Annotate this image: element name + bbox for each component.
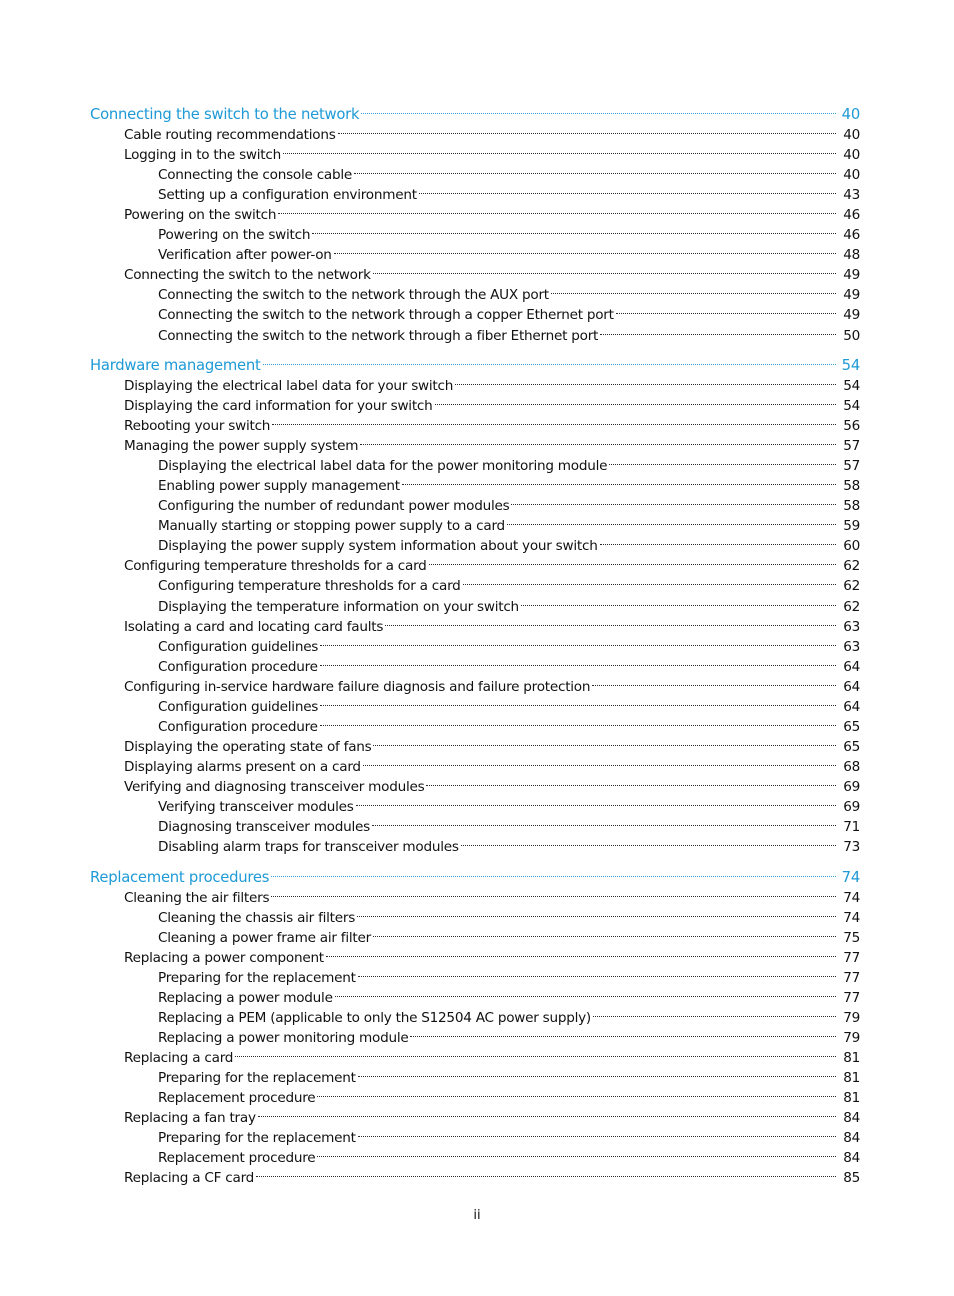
toc-section-entry[interactable] — [0, 1102, 954, 1127]
toc-chapter-entry[interactable] — [0, 862, 954, 886]
toc-entry-page: 74 — [841, 868, 860, 886]
toc-entry-page: 63 — [843, 618, 860, 635]
dot-leader — [271, 882, 836, 902]
toc-section-entry[interactable] — [0, 831, 954, 856]
toc-entry-page: 59 — [843, 518, 860, 535]
toc-entry-page: 49 — [843, 287, 860, 304]
dot-leader — [335, 982, 836, 1002]
toc-chapter-entry[interactable] — [0, 99, 954, 123]
toc-entry-title: Cleaning a power frame air filter — [158, 929, 371, 946]
toc-section-entry[interactable] — [0, 159, 954, 184]
toc-entry-title: Hardware management — [90, 356, 261, 374]
toc-section-entry[interactable] — [0, 410, 954, 435]
toc-entry-title: Rebooting your switch — [124, 418, 271, 435]
toc-section-entry[interactable] — [0, 591, 954, 615]
toc-entry-page: 69 — [843, 798, 860, 815]
toc-entry-page: 57 — [843, 458, 860, 475]
toc-entry-page: 64 — [843, 698, 860, 715]
toc-entry-page: 63 — [843, 638, 860, 655]
page-number: ii — [473, 1208, 481, 1223]
toc-entry-page: 65 — [843, 718, 860, 735]
toc-entry-page: 81 — [843, 1090, 860, 1107]
toc-entry-title: Verification after power-on — [158, 247, 332, 264]
toc-entry-title: Cleaning the chassis air filters — [158, 909, 356, 926]
toc-entry-page: 40 — [841, 106, 860, 123]
toc-entry-title: Preparing for the replacement — [158, 1069, 356, 1086]
toc-section-entry[interactable] — [0, 731, 954, 755]
toc-entry-title: Cable routing recommendations — [124, 127, 336, 144]
dot-leader — [609, 450, 836, 470]
toc-entry-title: Displaying the electrical label data for the power monitoring module — [158, 458, 608, 475]
toc-entry-title: Displaying the operating state of fans — [124, 738, 372, 755]
toc-section-entry[interactable] — [0, 611, 954, 635]
toc-entry-page: 68 — [843, 758, 860, 775]
toc-entry-title: Configuration guidelines — [158, 638, 319, 655]
toc-entry-title: Replacing a power component — [124, 949, 324, 966]
dot-leader — [258, 1102, 836, 1122]
toc-entry-page: 74 — [843, 909, 860, 926]
toc-section-entry[interactable] — [0, 299, 954, 324]
dot-leader — [426, 771, 836, 791]
dot-leader — [358, 1062, 836, 1082]
toc-entry-title: Replacement procedure — [158, 1150, 316, 1167]
toc-entry-title: Enabling power supply management — [158, 478, 400, 495]
dot-leader — [429, 550, 836, 570]
toc-entry-page: 75 — [843, 929, 860, 946]
dot-leader — [256, 1162, 836, 1182]
toc-entry-title: Connecting the switch to the network through the AUX port — [158, 287, 549, 304]
dot-leader — [521, 591, 836, 611]
toc-section-entry[interactable] — [0, 470, 954, 495]
dot-leader — [363, 751, 836, 771]
toc-section-entry[interactable] — [0, 530, 954, 555]
toc-entry-title: Connecting the switch to the network through a fiber Ethernet port — [158, 327, 599, 344]
dot-leader — [463, 570, 836, 590]
toc-entry-page: 54 — [841, 356, 860, 374]
toc-entry-page: 46 — [843, 227, 860, 244]
dot-leader — [320, 631, 836, 651]
toc-section-entry[interactable] — [0, 430, 954, 455]
toc-entry-title: Configuring temperature thresholds for a card — [124, 558, 427, 575]
toc-section-entry[interactable] — [0, 771, 954, 795]
dot-leader — [461, 831, 836, 851]
toc-section-entry[interactable] — [0, 1142, 954, 1167]
toc-section-entry[interactable] — [0, 811, 954, 836]
dot-leader — [320, 711, 836, 731]
dot-leader — [334, 239, 836, 259]
dot-leader — [360, 430, 836, 450]
toc-entry-page: 64 — [843, 658, 860, 675]
toc-entry-page: 85 — [843, 1170, 860, 1187]
toc-entry-page: 43 — [843, 187, 860, 204]
dot-leader — [263, 350, 836, 370]
toc-entry-title: Replacement procedures — [90, 868, 270, 886]
dot-leader — [271, 862, 836, 882]
toc-section-entry[interactable] — [0, 1042, 954, 1066]
toc-section-entry[interactable] — [0, 671, 954, 695]
toc-entry-title: Configuring in-service hardware failure diagnosis and failure protection — [124, 678, 591, 695]
toc-section-entry[interactable] — [0, 219, 954, 244]
toc-entry-page: 40 — [843, 127, 860, 144]
toc-entry-page: 79 — [843, 1029, 860, 1046]
dot-leader — [358, 962, 836, 982]
dot-leader — [338, 119, 836, 139]
toc-entry-page: 79 — [843, 1009, 860, 1026]
toc-section-entry[interactable] — [0, 922, 954, 946]
toc-entry-title: Verifying and diagnosing transceiver modules — [124, 778, 425, 795]
toc-section-entry[interactable] — [0, 691, 954, 715]
dot-leader — [373, 259, 836, 279]
toc-section-entry[interactable] — [0, 962, 954, 986]
toc-entry-page: 40 — [843, 167, 860, 184]
toc-entry-title: Connecting the console cable — [158, 167, 353, 184]
toc-entry-page: 71 — [843, 819, 860, 836]
toc-chapter-entry[interactable] — [0, 350, 954, 374]
toc-entry-page: 81 — [843, 1049, 860, 1066]
toc-section-entry[interactable] — [0, 1122, 954, 1147]
toc-entry-title: Powering on the switch — [124, 207, 277, 224]
toc-entry-page: 62 — [843, 578, 860, 595]
toc-section-entry[interactable] — [0, 139, 954, 164]
toc-section-entry[interactable] — [0, 982, 954, 1006]
toc-section-entry[interactable] — [0, 570, 954, 595]
toc-entry-page: 73 — [843, 839, 860, 856]
dot-leader — [272, 410, 836, 430]
toc-section-entry[interactable] — [0, 902, 954, 926]
toc-entry-page: 46 — [843, 207, 860, 224]
dot-leader — [435, 390, 836, 410]
dot-leader — [419, 179, 836, 199]
toc-entry-page: 56 — [843, 418, 860, 435]
dot-leader — [511, 490, 836, 510]
dot-leader — [354, 159, 836, 179]
toc-entry-title: Displaying the power supply system information about your switch — [158, 538, 598, 555]
toc-entry-title: Configuration procedure — [158, 718, 318, 735]
toc-entry-page: 40 — [843, 147, 860, 164]
toc-entry-page: 81 — [843, 1069, 860, 1086]
dot-leader — [507, 510, 836, 530]
toc-entry-title: Configuration guidelines — [158, 698, 319, 715]
toc-entry-page: 64 — [843, 678, 860, 695]
toc-entry-page: 54 — [843, 398, 860, 415]
dot-leader — [317, 1142, 836, 1162]
toc-entry-title: Replacing a power module — [158, 989, 333, 1006]
dot-leader — [326, 942, 836, 962]
dot-leader — [358, 1122, 836, 1142]
toc-entry-page: 49 — [843, 307, 860, 324]
toc-entry-title: Configuring temperature thresholds for a card — [158, 578, 461, 595]
toc-entry-page: 77 — [843, 949, 860, 966]
toc-entry-title: Replacing a CF card — [124, 1170, 255, 1187]
toc-entry-page: 57 — [843, 438, 860, 455]
dot-leader — [356, 791, 836, 811]
toc-entry-title: Diagnosing transceiver modules — [158, 819, 370, 836]
toc-entry-page: 74 — [843, 889, 860, 906]
toc-entry-title: Replacing a power monitoring module — [158, 1029, 409, 1046]
toc-entry-title: Displaying the electrical label data for your switch — [124, 378, 454, 394]
toc-section-entry[interactable] — [0, 1062, 954, 1086]
dot-leader — [385, 611, 836, 631]
toc-section-entry[interactable] — [0, 751, 954, 775]
table-of-contents — [0, 99, 954, 1187]
toc-entry-page: 58 — [843, 498, 860, 515]
toc-entry-title: Logging in to the switch — [124, 147, 281, 164]
toc-section-entry[interactable] — [0, 179, 954, 204]
toc-entry-title: Verifying transceiver modules — [158, 798, 354, 815]
dot-leader — [317, 1082, 836, 1102]
toc-entry-title: Isolating a card and locating card faults — [124, 618, 384, 635]
toc-entry-title: Connecting the switch to the network — [90, 106, 360, 123]
toc-section-entry[interactable] — [0, 239, 954, 264]
dot-leader — [312, 219, 836, 239]
toc-section-entry[interactable] — [0, 450, 954, 475]
dot-leader — [235, 1042, 836, 1062]
dot-leader — [373, 922, 836, 942]
toc-entry-title: Managing the power supply system — [124, 438, 359, 455]
toc-section-entry[interactable] — [0, 370, 954, 394]
toc-section-entry[interactable] — [0, 1162, 954, 1187]
dot-leader — [455, 370, 836, 390]
dot-leader — [320, 651, 836, 671]
toc-entry-title: Connecting the switch to the network — [124, 267, 371, 284]
toc-section-entry[interactable] — [0, 510, 954, 535]
toc-entry-page: 49 — [843, 267, 860, 284]
toc-entry-title: Replacing a fan tray — [124, 1110, 256, 1127]
dot-leader — [278, 199, 836, 219]
toc-entry-page: 77 — [843, 969, 860, 986]
toc-entry-page: 60 — [843, 538, 860, 555]
toc-entry-page: 54 — [843, 378, 860, 394]
toc-entry-title: Displaying the card information for your switch — [124, 398, 433, 415]
dot-leader — [283, 139, 836, 159]
toc-entry-title: Disabling alarm traps for transceiver modules — [158, 839, 459, 856]
toc-entry-title: Setting up a configuration environment — [158, 187, 417, 204]
dot-leader — [320, 691, 836, 711]
toc-entry-title: Replacing a PEM (applicable to only the S12504 AC power supply) — [158, 1009, 591, 1026]
toc-section-entry[interactable] — [0, 119, 954, 144]
toc-section-entry[interactable] — [0, 942, 954, 966]
toc-entry-title: Replacement procedure — [158, 1090, 316, 1107]
toc-entry-page: 48 — [843, 247, 860, 264]
toc-entry-title: Displaying alarms present on a card — [124, 758, 361, 775]
toc-entry-title: Preparing for the replacement — [158, 1130, 356, 1147]
dot-leader — [361, 99, 836, 119]
toc-section-entry[interactable] — [0, 1022, 954, 1046]
toc-entry-title: Manually starting or stopping power supply to a card — [158, 518, 505, 535]
toc-entry-title: Preparing for the replacement — [158, 969, 356, 986]
dot-leader — [373, 731, 836, 751]
dot-leader — [600, 530, 836, 550]
toc-entry-page: 62 — [843, 598, 860, 615]
toc-section-entry[interactable] — [0, 791, 954, 815]
toc-section-entry[interactable] — [0, 279, 954, 304]
toc-section-entry[interactable] — [0, 1082, 954, 1107]
dot-leader — [600, 320, 836, 340]
dot-leader — [551, 279, 836, 299]
toc-entry-page: 84 — [843, 1150, 860, 1167]
dot-leader — [592, 671, 836, 691]
toc-section-entry[interactable] — [0, 259, 954, 284]
dot-leader — [402, 470, 836, 490]
toc-entry-page: 84 — [843, 1130, 860, 1147]
toc-section-entry[interactable] — [0, 1002, 954, 1026]
toc-section-entry[interactable] — [0, 550, 954, 575]
toc-entry-title: Powering on the switch — [158, 227, 311, 244]
toc-entry-title: Configuring the number of redundant power modules — [158, 498, 510, 515]
toc-section-entry[interactable] — [0, 882, 954, 906]
toc-entry-page: 50 — [843, 327, 860, 344]
toc-section-entry[interactable] — [0, 651, 954, 675]
dot-leader — [410, 1022, 836, 1042]
toc-entry-title: Cleaning the air filters — [124, 889, 270, 906]
dot-leader — [357, 902, 836, 922]
toc-entry-title: Connecting the switch to the network through a copper Ethernet port — [158, 307, 614, 324]
toc-section-entry[interactable] — [0, 711, 954, 735]
toc-entry-page: 62 — [843, 558, 860, 575]
dot-leader — [616, 299, 836, 319]
toc-entry-page: 65 — [843, 738, 860, 755]
dot-leader — [593, 1002, 836, 1022]
toc-section-entry[interactable] — [0, 199, 954, 224]
toc-section-entry[interactable] — [0, 490, 954, 515]
toc-entry-page: 77 — [843, 989, 860, 1006]
toc-section-entry[interactable] — [0, 320, 954, 344]
toc-entry-page: 69 — [843, 778, 860, 795]
toc-entry-page: 58 — [843, 478, 860, 495]
toc-section-entry[interactable] — [0, 390, 954, 415]
toc-entry-title: Replacing a card — [124, 1049, 234, 1066]
toc-entry-title: Displaying the temperature information on your switch — [158, 598, 519, 615]
toc-section-entry[interactable] — [0, 631, 954, 655]
toc-entry-page: 84 — [843, 1110, 860, 1127]
toc-entry-title: Configuration procedure — [158, 658, 318, 675]
dot-leader — [372, 811, 836, 831]
